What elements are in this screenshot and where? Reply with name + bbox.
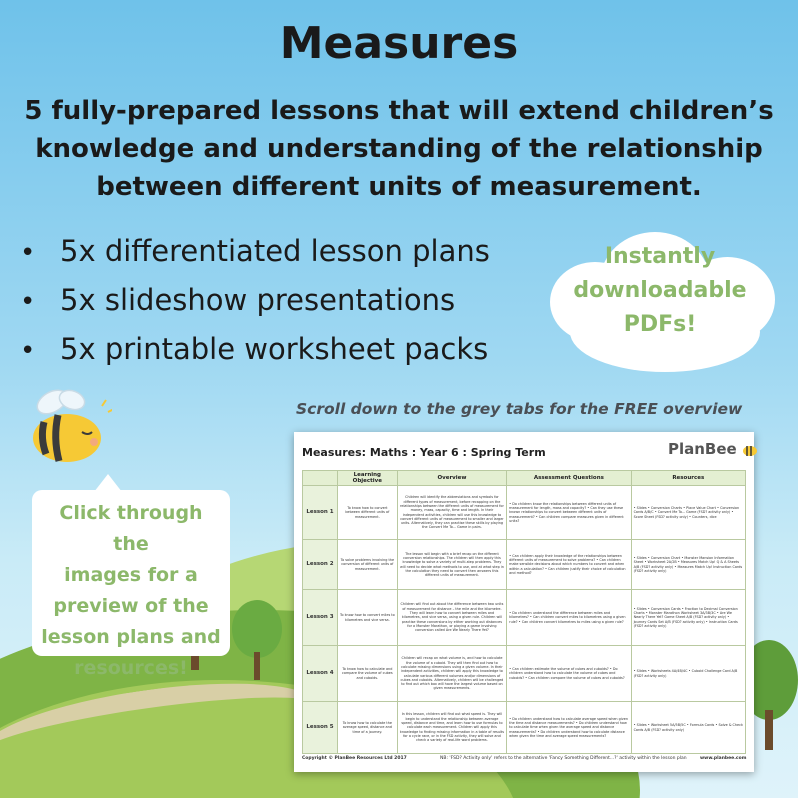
page-title: Measures <box>279 18 519 69</box>
table-row <box>303 646 746 702</box>
bee-icon <box>742 443 758 457</box>
list-item-label: 5x printable worksheet packs <box>60 332 489 366</box>
column-header: Resources <box>631 471 745 486</box>
assessment-questions: • Can children estimate the volume of cubes and cuboids? • Do children understand how to calculate the volume of cubes and cuboids? • Can children compare the volume of cubes and cuboids? <box>507 646 631 702</box>
column-header: Overview <box>397 471 506 486</box>
brand-name: PlanBee <box>668 440 737 458</box>
assessment-questions: • Do children understand the difference between miles and kilometres? • Can children convert miles to kilometres using a given rule? • Can children convert kilometres to miles using a given rule? <box>507 590 631 646</box>
table-row <box>303 590 746 646</box>
sheet-title: Measures: Maths : Year 6 : Spring Term <box>302 446 546 459</box>
table-row <box>303 540 746 590</box>
callout-line: Click through the <box>59 502 203 555</box>
callout-message <box>40 498 222 684</box>
column-header: Assessment Questions <box>507 471 631 486</box>
subtitle-line: between different units of measurement. <box>96 172 702 202</box>
callout-line: resources! <box>74 657 188 679</box>
list-item: • 5x differentiated lesson plans <box>20 234 490 268</box>
lesson-overview: The lesson will begin with a brief recap on the different conversion relationships. The children will then apply this knowledge to solve a variety of multi-step problems. They will need to decide what methods to use, and at what step in the calculation they need to convert then answers this different units of measurement. <box>397 540 506 590</box>
list-item-label: 5x differentiated lesson plans <box>60 234 490 268</box>
learning-objective: To solve problems involving the conversion of different units of measurement. <box>337 540 397 590</box>
lesson-overview-table <box>302 470 746 754</box>
subtitle-line: knowledge and understanding of the relationship <box>35 134 763 164</box>
lesson-overview: In this lesson, children will find out what speed is. They will begin to understand the relationship between average speed, distance and time, and learn how to use formulas to calculate each measurement. Children will apply this knowledge to finding missing information in a table of results for a cycle race, or in the FSD activity, they will solve and check a variety of real-life word problems. <box>397 702 506 754</box>
learning-objective: To know how to calculate the average speed, distance and time of a journey. <box>337 702 397 754</box>
lesson-overview: Children will find out about the difference between two units of measurement for distance – the mile and the kilometre. They will learn how to convert between miles and kilometres, and vice versa, using a given rule. Children will practise these conversions by either working out distances for a Monster Marathon, or playing a game involving conversion called Are We Nearly There Yet? <box>397 590 506 646</box>
learning-objective: To know how to calculate and compare the volume of cubes and cuboids. <box>337 646 397 702</box>
column-header: Learning Objective <box>337 471 397 486</box>
lesson-label: Lesson 1 <box>303 486 338 540</box>
lesson-overview: Children will recap on what volume is, and how to calculate the volume of a cuboid. They will then find out how to calculate missing dimensions using a given volume. In their independent activities, children will apply this knowledge to calculate various different volumes and/or dimensions of cubes and cuboids. Alternatively, children will be challenged to find out which box will have the largest volume based on given measurements. <box>397 646 506 702</box>
lesson-label: Lesson 3 <box>303 590 338 646</box>
copyright-text: Copyright © PlanBee Resources Ltd 2017 <box>302 756 407 761</box>
lesson-resources: • Slides • Worksheets 4A/4B/4C • Cuboid Challenge Card A/B (FSD? activity only) <box>631 646 745 702</box>
lesson-resources: • Slides • Conversion Chart • Monster Mansion Information Sheet • Worksheet 2A/2B • Measures Match Up! Q & A Sheets A/B (FSD? activity only) • Measures Match Up! Instruction Cards (FSD? activity only) <box>631 540 745 590</box>
table-row <box>303 702 746 754</box>
subtitle-line: 5 fully-prepared lessons that will extend children’s <box>24 96 774 126</box>
learning-objective: To know how to convert between different units of measurement. <box>337 486 397 540</box>
callout-line: preview of the <box>53 595 209 617</box>
feature-list <box>20 228 490 375</box>
cloud-line: downloadable <box>573 278 747 303</box>
assessment-questions: • Do children understand how to calculate average speed when given the time and distance measurements? • Do children understand how to calculate time when given the average speed and distance measurements? • Do children understand how to calculate distance when given the time and average speed measurements? <box>507 702 631 754</box>
table-header-row <box>303 471 746 486</box>
callout-line: images for a <box>64 564 198 586</box>
cloud-message <box>548 240 772 342</box>
list-item: • 5x slideshow presentations <box>20 283 456 317</box>
table-row <box>303 486 746 540</box>
callout-line: lesson plans and <box>41 626 221 648</box>
footnote-text: NB: 'FSD? Activity only' refers to the alternative 'Fancy Something Different...?' activity within the lesson plan <box>440 756 687 761</box>
lesson-label: Lesson 5 <box>303 702 338 754</box>
website-link[interactable]: www.planbee.com <box>700 756 747 761</box>
lesson-overview: Children will identify the abbreviations and symbols for different types of measurement, before recapping on the relationships between the different units of measurement for money, mass, capacity, time and length. In their independent activities, children will use this knowledge to convert different units of measurement to smaller and larger units. Alternatively, they can practise these skills by playing the Convert Me To... Game in pairs. <box>397 486 506 540</box>
subtitle <box>20 92 778 206</box>
assessment-questions: • Do children know the relationships between different units of measurement for length, mass and capacity? • Can they use these known relationships to convert between different units of measurement? • Can children compare measures given in different units? <box>507 486 631 540</box>
learning-objective: To know how to convert miles to kilometres and vice versa. <box>337 590 397 646</box>
lesson-resources: • Slides • Conversion Charts • Place Value Chart • Conversion Cards A/B/C • Convert Me To... Game (FSD? activity only) • Score Sheet (FSD? activity only) • Counters, dice <box>631 486 745 540</box>
planbee-logo <box>668 440 758 458</box>
lesson-label: Lesson 4 <box>303 646 338 702</box>
list-item: • 5x printable worksheet packs <box>20 332 489 366</box>
scroll-note: Scroll down to the grey tabs for the FREE overview <box>296 400 743 418</box>
cloud-line: PDFs! <box>623 312 697 337</box>
bee-icon <box>22 388 112 468</box>
lesson-resources: • Slides • Worksheet 5A/5B/5C • Formula Cards • Solve & Check Cards A/B (FSD? activity only) <box>631 702 745 754</box>
tree-icon <box>232 600 282 680</box>
cloud-line: Instantly <box>604 244 716 269</box>
lesson-resources: • Slides • Conversion Cards • Fraction to Decimal Conversion Charts • Monster Marathon Worksheet 3A/3B/3C • Are We Nearly There Yet? Game Sheet A/B (FSD? activity only) • Journey Cards Set A/B (FSD? activity only) • Instruction Cards (FSD? activity only) <box>631 590 745 646</box>
column-header <box>303 471 338 486</box>
lesson-label: Lesson 2 <box>303 540 338 590</box>
assessment-questions: • Can children apply their knowledge of the relationships between different units of measurement to solve problems? • Can children make sensible decisions about which numbers to convert and when within a calculation? • Can children justify their choice of calculation and method? <box>507 540 631 590</box>
list-item-label: 5x slideshow presentations <box>60 283 456 317</box>
